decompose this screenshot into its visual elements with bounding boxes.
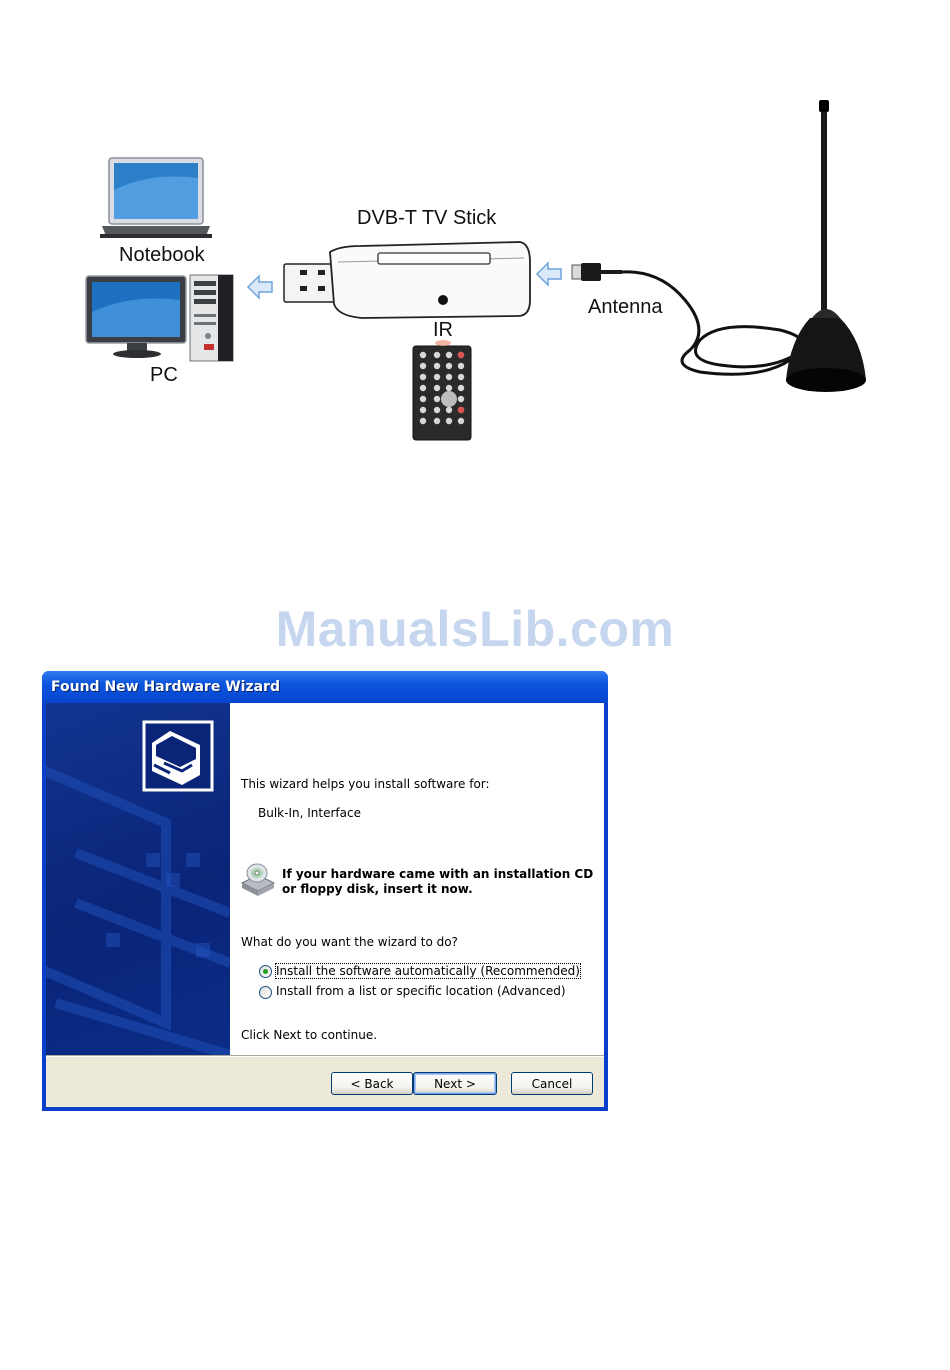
- wizard-button-bar: [46, 1057, 604, 1107]
- remote-control-icon: [413, 340, 471, 440]
- cd-prompt-line1: If your hardware came with an installation CD: [282, 867, 594, 881]
- monitor-icon: [86, 276, 186, 358]
- question-text: What do you want the wizard to do?: [241, 935, 458, 949]
- cd-prompt-line2: or floppy disk, insert it now.: [282, 882, 473, 896]
- ir-label: IR: [433, 319, 453, 341]
- hardware-icon: [144, 722, 212, 790]
- next-button[interactable]: Next >: [413, 1072, 497, 1095]
- notebook-icon: [100, 158, 212, 238]
- arrow-left-icon: [248, 276, 272, 298]
- cancel-button[interactable]: Cancel: [511, 1072, 593, 1095]
- wizard-side-banner: [46, 703, 230, 1055]
- arrow-in-icon: [537, 263, 561, 285]
- watermark: ManualsLib.com: [275, 601, 675, 657]
- intro-text: This wizard helps you install software for:: [241, 777, 490, 791]
- footer-text: Click Next to continue.: [241, 1028, 378, 1042]
- antenna-icon: [572, 100, 866, 392]
- notebook-label: Notebook: [119, 244, 205, 266]
- usb-stick-icon: [284, 242, 530, 318]
- wizard-titlebar[interactable]: [42, 671, 608, 703]
- wizard-window: [42, 671, 608, 1111]
- option-install-auto-label[interactable]: Install the software automatically (Recommended): [276, 964, 580, 978]
- antenna-label: Antenna: [588, 296, 663, 318]
- option-install-list-label[interactable]: Install from a list or specific location (Advanced): [276, 984, 566, 998]
- cd-drive-icon: [240, 861, 276, 897]
- radio-install-list[interactable]: [259, 986, 272, 999]
- wizard-client: [46, 703, 604, 1107]
- back-button[interactable]: < Back: [331, 1072, 413, 1095]
- radio-selected-dot: [263, 969, 268, 974]
- pc-label: PC: [150, 364, 178, 386]
- wizard-banner-art: [46, 703, 230, 1055]
- stick-label: DVB-T TV Stick: [357, 207, 497, 229]
- wizard-title: Found New Hardware Wizard: [51, 679, 280, 695]
- pc-tower-icon: [190, 275, 233, 361]
- radio-install-auto[interactable]: [259, 965, 272, 978]
- device-name: Bulk-In, Interface: [258, 806, 361, 820]
- connection-diagram-art: [0, 0, 950, 460]
- wizard-content: [230, 703, 604, 1055]
